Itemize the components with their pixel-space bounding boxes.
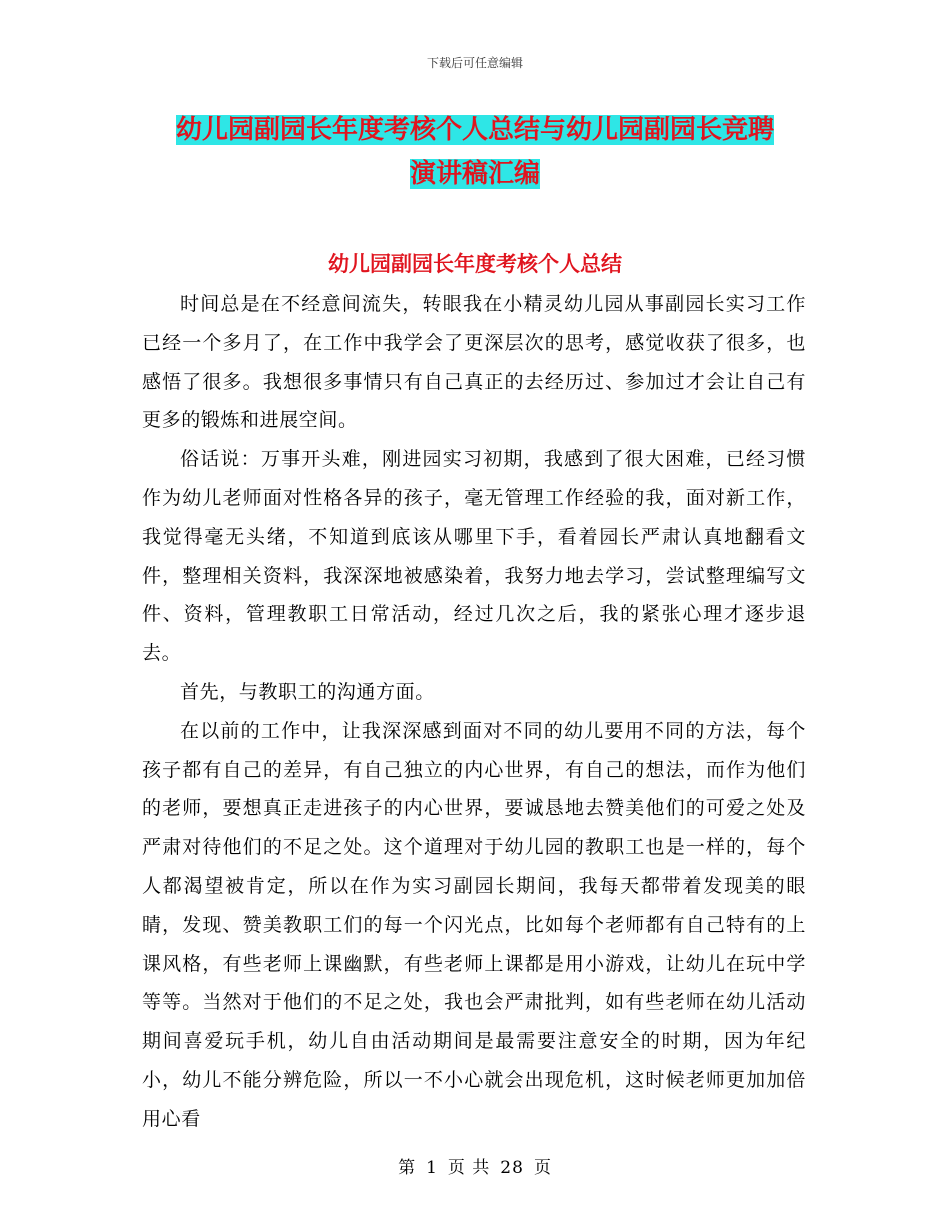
body-text [142,285,806,1139]
paragraph: 俗话说：万事开头难，刚进园实习初期，我感到了很大困难，已经习惯作为幼儿老师面对性格各异的孩子，毫无管理工作经验的我，面对新工作，我觉得毫无头绪，不知道到底该从哪里下手，看着园长严肃认真地翻看文件，整理相关资料，我深深地被感染着，我努力地去学习，尝试整理编写文件、资料，管理教职工日常活动，经过几次之后，我的紧张心理才逐步退去。 [142,448,806,665]
document-title-line2: 演讲稿汇编 [409,159,540,189]
page-prefix: 第 [398,1158,417,1178]
total-pages: 28 [500,1158,524,1178]
document-title [140,108,810,196]
document-title-line1: 幼儿园副园长年度考核个人总结与幼儿园副园长竞聘 [175,115,774,145]
page-footer [0,1153,950,1178]
section-title: 幼儿园副园长年度考核个人总结 [328,252,622,276]
paragraph: 时间总是在不经意间流失，转眼我在小精灵幼儿园从事副园长实习工作已经一个多月了，在工作中我学会了更深层次的思考，感觉收获了很多，也感悟了很多。我想很多事情只有自己真正的去经历过、参加过才会让自己有更多的锻炼和进展空间。 [142,293,806,432]
header-note: 下载后可任意编辑 [426,56,523,70]
page-suffix: 页 [533,1158,552,1178]
paragraph: 在以前的工作中，让我深深感到面对不同的幼儿要用不同的方法，每个孩子都有自己的差异，有自己独立的内心世界，有自己的想法，而作为他们的老师，要想真正走进孩子的内心世界，要诚恳地去赞美他们的可爱之处及严肃对待他们的不足之处。这个道理对于幼儿园的教职工也是一样的，每个人都渴望被肯定，所以在作为实习副园长期间，我每天都带着发现美的眼睛，发现、赞美教职工们的每一个闪光点，比如每个老师都有自己特有的上课风格，有些老师上课幽默，有些老师上课都是用小游戏，让幼儿在玩中学等等。当然对于他们的不足之处，我也会严肃批判，如有些老师在幼儿活动期间喜爱玩手机，幼儿自由活动期间是最需要注意安全的时期，因为年纪小，幼儿不能分辨危险，所以一不小心就会出现危机，这时候老师更加加倍用心看 [142,719,806,1130]
page-number: 1 [426,1158,438,1178]
paragraph: 首先，与教职工的沟通方面。 [180,680,435,703]
page-mid: 页 共 [447,1158,491,1178]
